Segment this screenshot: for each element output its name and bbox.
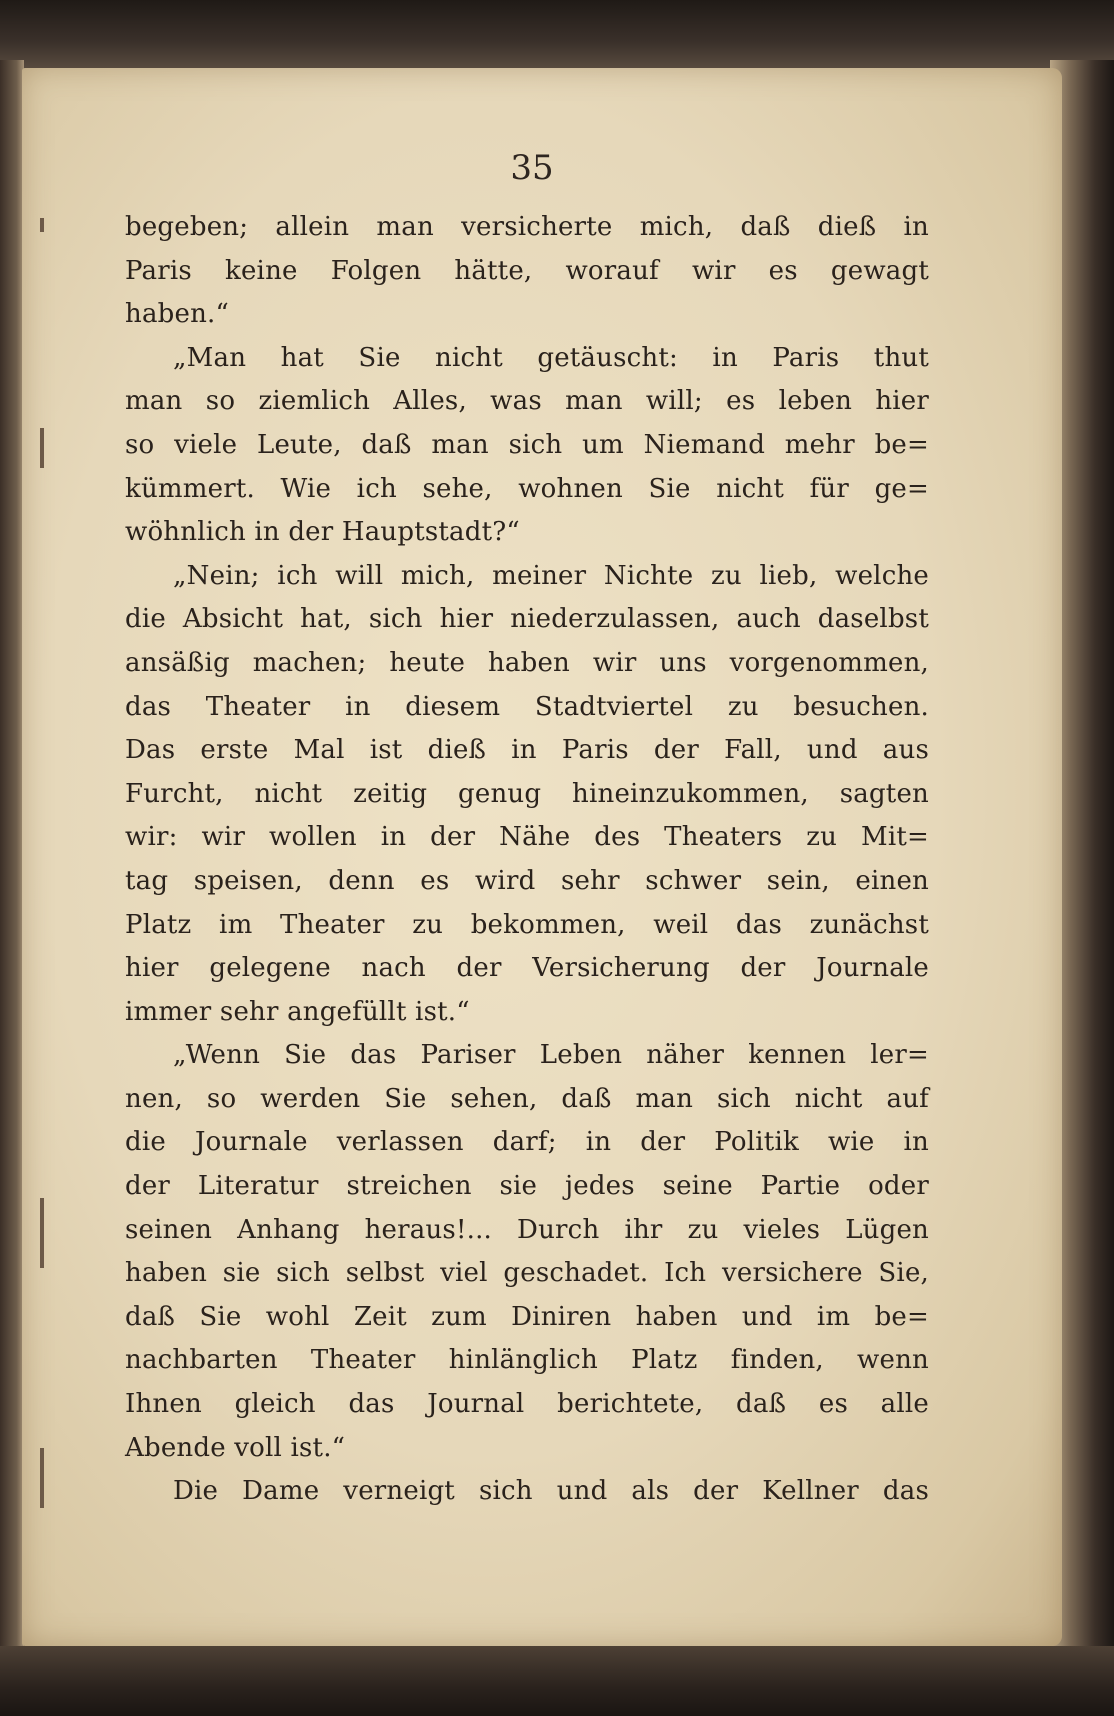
- margin-mark: [40, 428, 44, 468]
- margin-mark: [40, 1448, 44, 1508]
- text-line: tag speisen, denn es wird sehr schwer sein, einen: [125, 865, 929, 896]
- text-line: Ihnen gleich das Journal berichtete, daß es alle: [125, 1389, 929, 1420]
- text-line: hier gelegene nach der Versicherung der Journale: [125, 953, 929, 984]
- text-line: Die Dame verneigt sich und als der Kellner das: [173, 1476, 929, 1507]
- text-line: „Wenn Sie das Pariser Leben näher kennen ler=: [173, 1040, 929, 1071]
- text-line: nachbarten Theater hinlänglich Platz finden, wenn: [125, 1345, 929, 1376]
- text-line: man so ziemlich Alles, was man will; es leben hier: [125, 386, 929, 417]
- text-line: kümmert. Wie ich sehe, wohnen Sie nicht für ge=: [125, 473, 929, 504]
- text-line: „Man hat Sie nicht getäuscht: in Paris thut: [173, 342, 929, 373]
- text-line: Paris keine Folgen hätte, worauf wir es gewagt: [125, 255, 929, 286]
- book-cover-top-edge: [0, 0, 1114, 70]
- text-line: so viele Leute, daß man sich um Niemand mehr be=: [125, 429, 929, 460]
- book-page: [22, 68, 1062, 1646]
- book-spine-left-edge: [0, 60, 24, 1660]
- book-cover-bottom-edge: [0, 1646, 1114, 1716]
- text-line: der Literatur streichen sie jedes seine Partie oder: [125, 1171, 929, 1202]
- text-line: Das erste Mal ist dieß in Paris der Fall, und aus: [125, 735, 929, 766]
- text-line: Platz im Theater zu bekommen, weil das zunächst: [125, 909, 929, 940]
- text-line: immer sehr angefüllt ist.“: [125, 996, 470, 1027]
- text-line: „Nein; ich will mich, meiner Nichte zu lieb, welche: [173, 560, 929, 591]
- text-line: Furcht, nicht zeitig genug hineinzukommen, sagten: [125, 778, 929, 809]
- text-line: die Journale verlassen darf; in der Politik wie in: [125, 1127, 929, 1158]
- text-line: das Theater in diesem Stadtviertel zu besuchen.: [125, 691, 929, 722]
- text-line: begeben; allein man versicherte mich, daß dieß in: [125, 212, 929, 242]
- text-line: haben sie sich selbst viel geschadet. Ich versichere Sie,: [125, 1258, 929, 1289]
- text-line: die Absicht hat, sich hier niederzulassen, auch daselbst: [125, 604, 929, 635]
- text-line: wir: wir wollen in der Nähe des Theaters zu Mit=: [125, 822, 929, 853]
- page-number: 35: [510, 148, 554, 188]
- text-line: Abende voll ist.“: [125, 1432, 346, 1463]
- text-line: seinen Anhang heraus!... Durch ihr zu vieles Lügen: [125, 1214, 929, 1245]
- text-line: daß Sie wohl Zeit zum Diniren haben und im be=: [125, 1301, 929, 1332]
- text-line: wöhnlich in der Hauptstadt?“: [125, 517, 520, 548]
- text-line: haben.“: [125, 299, 229, 330]
- body-text: [125, 206, 929, 1514]
- margin-mark: [40, 1198, 44, 1268]
- text-line: ansäßig machen; heute haben wir uns vorgenommen,: [125, 647, 929, 678]
- text-line: nen, so werden Sie sehen, daß man sich nicht auf: [125, 1083, 929, 1114]
- margin-mark: [40, 218, 44, 232]
